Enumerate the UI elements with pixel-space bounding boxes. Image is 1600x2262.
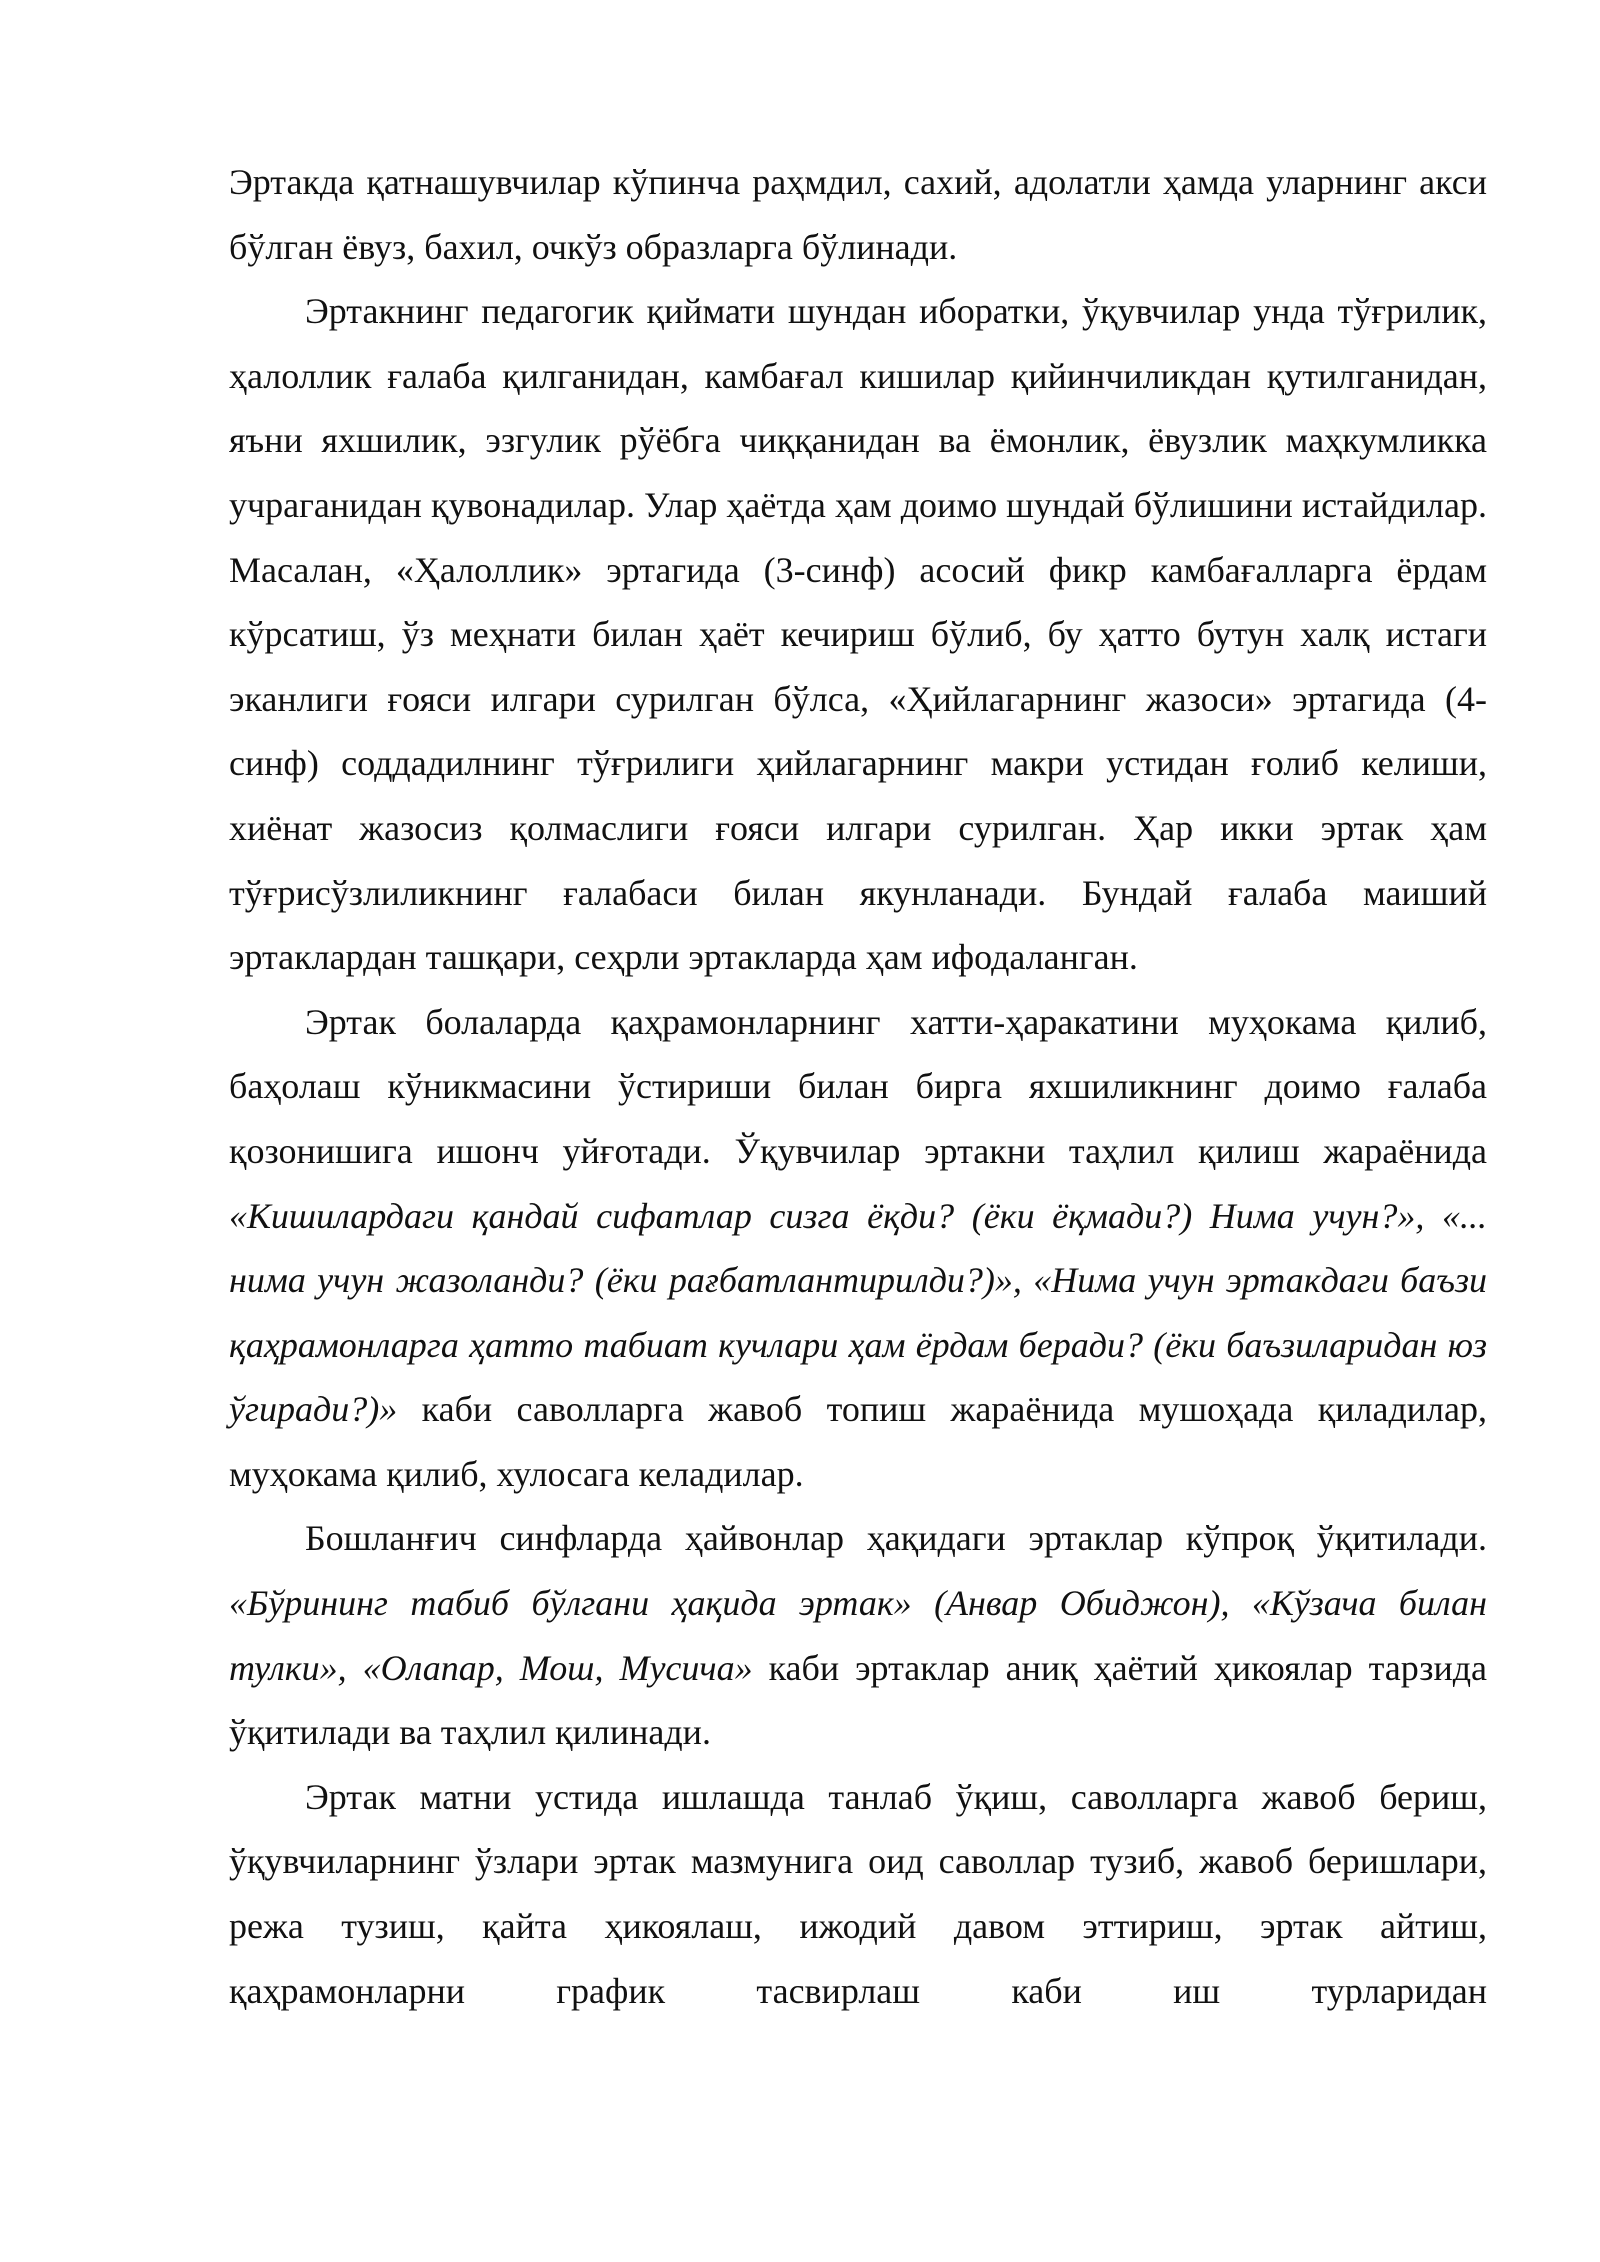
paragraph-text: Эртак болаларда қаҳрамонларнинг хатти-ҳаракатини муҳокама қилиб, баҳолаш кўникмасини ўстириши билан бирга яхшиликнинг доимо ғалаба қозонишига ишонч уйғотади. Ўқувчилар эртакни таҳлил қилиш жараёнида: [229, 1001, 1487, 1171]
italic-questions: «Кишилардаги қандай сифатлар сизга ёқди? (ёки ёқмади?) Нима учун?», «... нима учун жазоланди? (ёки рағбатлантирилди?)», «Нима учун эртакдаги баъзи қаҳрамонларга ҳатто табиат кучлари ҳам ёрдам беради? (ёки баъзиларидан юз ўгиради?)»: [229, 1195, 1487, 1430]
paragraph-1: [229, 150, 1487, 279]
paragraph-text: каби саволларга жавоб топиш жараёнида мушоҳада қиладилар, муҳокама қилиб, хулосага келадилар.: [229, 1389, 1487, 1494]
paragraph-text: Эртакнинг педагогик қиймати шундан иборатки, ўқувчилар унда тўғрилик, ҳалоллик ғалаба қилганидан, камбағал кишилар қийинчиликдан қутилганидан, яъни яхшилик, эзгулик рўёбга чиққанидан ва ёмонлик, ёвузлик маҳкумликка учраганидан қувонадилар. Улар ҳаётда ҳам доимо шундай бўлишини истайдилар. Масалан, «Ҳалоллик» эртагида (3-синф) асосий фикр камбағалларга ёрдам кўрсатиш, ўз меҳнати билан ҳаёт кечириш бўлиб, бу ҳатто бутун халқ истаги эканлиги ғояси илгари сурилган бўлса, «Ҳийлагарнинг жазоси» эртагида (4-синф) соддадилнинг тўғрилиги ҳийлагарнинг макри устидан ғолиб келиши, хиёнат жазосиз қолмаслиги ғояси илгари сурилган. Ҳар икки эртак ҳам тўғрисўзлиликнинг ғалабаси билан якунланади. Бундай ғалаба маиший эртаклардан ташқари, сеҳрли эртакларда ҳам ифодаланган.: [229, 291, 1487, 978]
paragraph-5: [229, 1765, 1487, 2023]
paragraph-2: [229, 279, 1487, 990]
paragraph-text: каби эртаклар аниқ ҳаётий ҳикоялар тарзида ўқитилади ва таҳлил қилинади.: [229, 1647, 1488, 1753]
paragraph-text: Бошланғич синфларда ҳайвонлар ҳақидаги эртаклар кўпроқ ўқитилади.: [305, 1518, 1487, 1559]
paragraph-text: Эртакда қатнашувчилар кўпинча раҳмдил, сахий, адолатли ҳамда уларнинг акси бўлган ёвуз, бахил, очкўз образларга бўлинади.: [229, 162, 1487, 267]
document-page: [229, 150, 1487, 2023]
paragraph-4: [229, 1506, 1487, 1764]
paragraph-3: [229, 990, 1487, 1507]
paragraph-text: Эртак матни устида ишлашда танлаб ўқиш, саволларга жавоб бериш, ўқувчиларнинг ўзлари эртак мазмунига оид саволлар тузиб, жавоб беришлари, режа тузиш, қайта ҳикоялаш, ижодий давом эттириш, эртак айтиш, қаҳрамонларни график тасвирлаш каби иш турларидан: [229, 1776, 1487, 2011]
italic-tale-titles: «Бўрининг табиб бўлгани ҳақида эртак» (Анвар Обиджон), «Кўзача билан тулки», «Олапар, Мош, Мусича»: [229, 1583, 1487, 1688]
